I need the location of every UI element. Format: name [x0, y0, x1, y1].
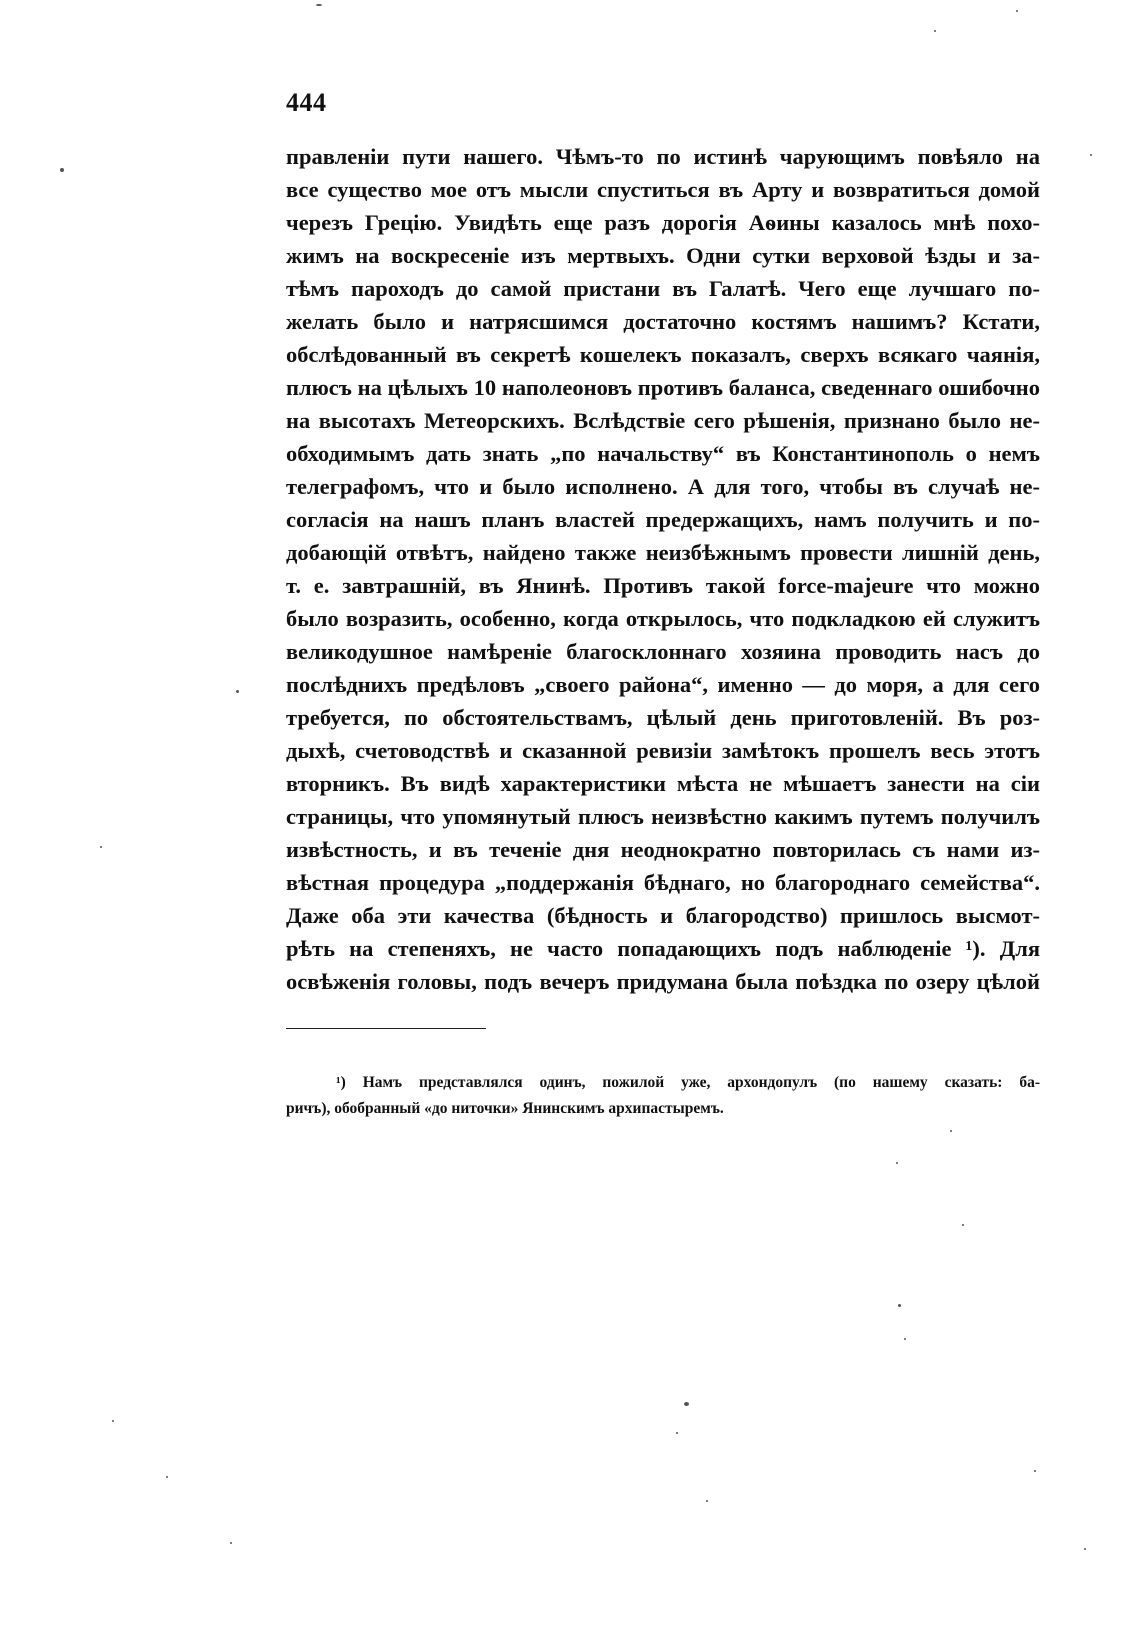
scan-speck: [100, 846, 102, 848]
text-line: вѣстная процедура „поддержанія бѣднаго, но благороднаго семейства“.: [286, 870, 1040, 895]
text-line: Даже оба эти качества (бѣдность и благородство) пришлось высмот-: [286, 903, 1040, 928]
text-line: вторникъ. Въ видѣ характеристики мѣста не мѣшаетъ занести на сіи: [286, 771, 1040, 796]
scan-speck: [934, 30, 936, 32]
text-line: обходимымъ дать знать „по начальству“ въ Константинополь о немъ: [286, 441, 1040, 466]
scan-speck: [1034, 1470, 1036, 1472]
text-line: требуется, по обстоятельствамъ, цѣлый день приготовленій. Въ роз-: [286, 705, 1040, 730]
text-line: добающій отвѣтъ, найдено также неизбѣжнымъ провести лишній день,: [286, 540, 1040, 565]
scan-speck: [1090, 154, 1092, 156]
text-line: страницы, что упомянутый плюсъ неизвѣстно какимъ путемъ получилъ: [286, 804, 1040, 829]
scan-speck: [1084, 1548, 1086, 1550]
scan-speck: [904, 1338, 906, 1340]
scan-speck: [898, 1304, 901, 1307]
text-line: было возразить, особенно, когда открылось, что подкладкою ей служитъ: [286, 606, 1040, 631]
page-number: 444: [286, 88, 327, 117]
text-line: плюсъ на цѣлыхъ 10 наполеоновъ противъ баланса, сведеннаго ошибочно: [286, 375, 1040, 400]
scan-speck: [60, 168, 64, 172]
text-line: т. е. завтрашній, въ Янинѣ. Противъ такой force-majeure что можно: [286, 573, 1040, 598]
text-line: освѣженія головы, подъ вечеръ придумана была поѣздка по озеру цѣлой: [286, 969, 1040, 994]
text-line: извѣстность, и въ теченіе дня неоднократно повторилась съ нами из-: [286, 837, 1040, 862]
scan-speck: [236, 690, 239, 693]
text-line: обслѣдованный въ секретѣ кошелекъ показалъ, сверхъ всякаго чаянія,: [286, 342, 1040, 367]
text-line: жимъ на воскресеніе изъ мертвыхъ. Одни сутки верховой ѣзды и за-: [286, 243, 1040, 268]
scan-speck: [962, 1224, 964, 1226]
scan-speck: [684, 1402, 689, 1406]
text-line: рѣть на степеняхъ, не часто попадающихъ подъ наблюденіе ¹). Для: [286, 936, 1040, 961]
text-line: все существо мое отъ мысли спуститься въ Арту и возвратиться домой: [286, 177, 1040, 202]
text-line: на высотахъ Метеорскихъ. Вслѣдствіе сего рѣшенія, признано было не-: [286, 408, 1040, 433]
scan-speck: [950, 1130, 952, 1132]
text-line: согласія на нашъ планъ властей предержащихъ, намъ получить и по-: [286, 507, 1040, 532]
scan-speck: [896, 1162, 898, 1164]
text-line: правленіи пути нашего. Чѣмъ-то по истинѣ чарующимъ повѣяло на: [286, 144, 1040, 169]
main-text: [286, 140, 1040, 998]
footnote-divider: [286, 1028, 486, 1029]
scan-speck: [706, 1500, 708, 1502]
text-line: послѣднихъ предѣловъ „своего района“, именно — до моря, а для сего: [286, 672, 1040, 697]
scan-speck: [316, 4, 322, 6]
footnote-line: ричъ), обобранный «до ниточки» Янинскимъ архипастыремъ.: [286, 1100, 724, 1117]
text-line: тѣмъ пароходъ до самой пристани въ Галатѣ. Чего еще лучшаго по-: [286, 276, 1040, 301]
footnote: [286, 1070, 1040, 1122]
scan-speck: [676, 1432, 678, 1434]
footnote-line: ¹) Намъ представлялся одинъ, пожилой уже, архондопулъ (по нашему сказать: ба-: [336, 1074, 1040, 1091]
scan-speck: [166, 1476, 168, 1478]
text-line: великодушное намѣреніе благосклоннаго хозяина проводить насъ до: [286, 639, 1040, 664]
scan-speck: [112, 1420, 114, 1422]
text-line: телеграфомъ, что и было исполнено. А для того, чтобы въ случаѣ не-: [286, 474, 1040, 499]
text-line: дыхѣ, счетоводствѣ и сказанной ревизіи замѣтокъ прошелъ весь этотъ: [286, 738, 1040, 763]
text-line: черезъ Грецію. Увидѣть еще разъ дорогія Аѳины казалось мнѣ похо-: [286, 210, 1040, 235]
text-line: желать было и натрясшимся достаточно костямъ нашимъ? Кстати,: [286, 309, 1040, 334]
scan-speck: [1016, 10, 1018, 12]
scan-speck: [230, 1542, 232, 1544]
